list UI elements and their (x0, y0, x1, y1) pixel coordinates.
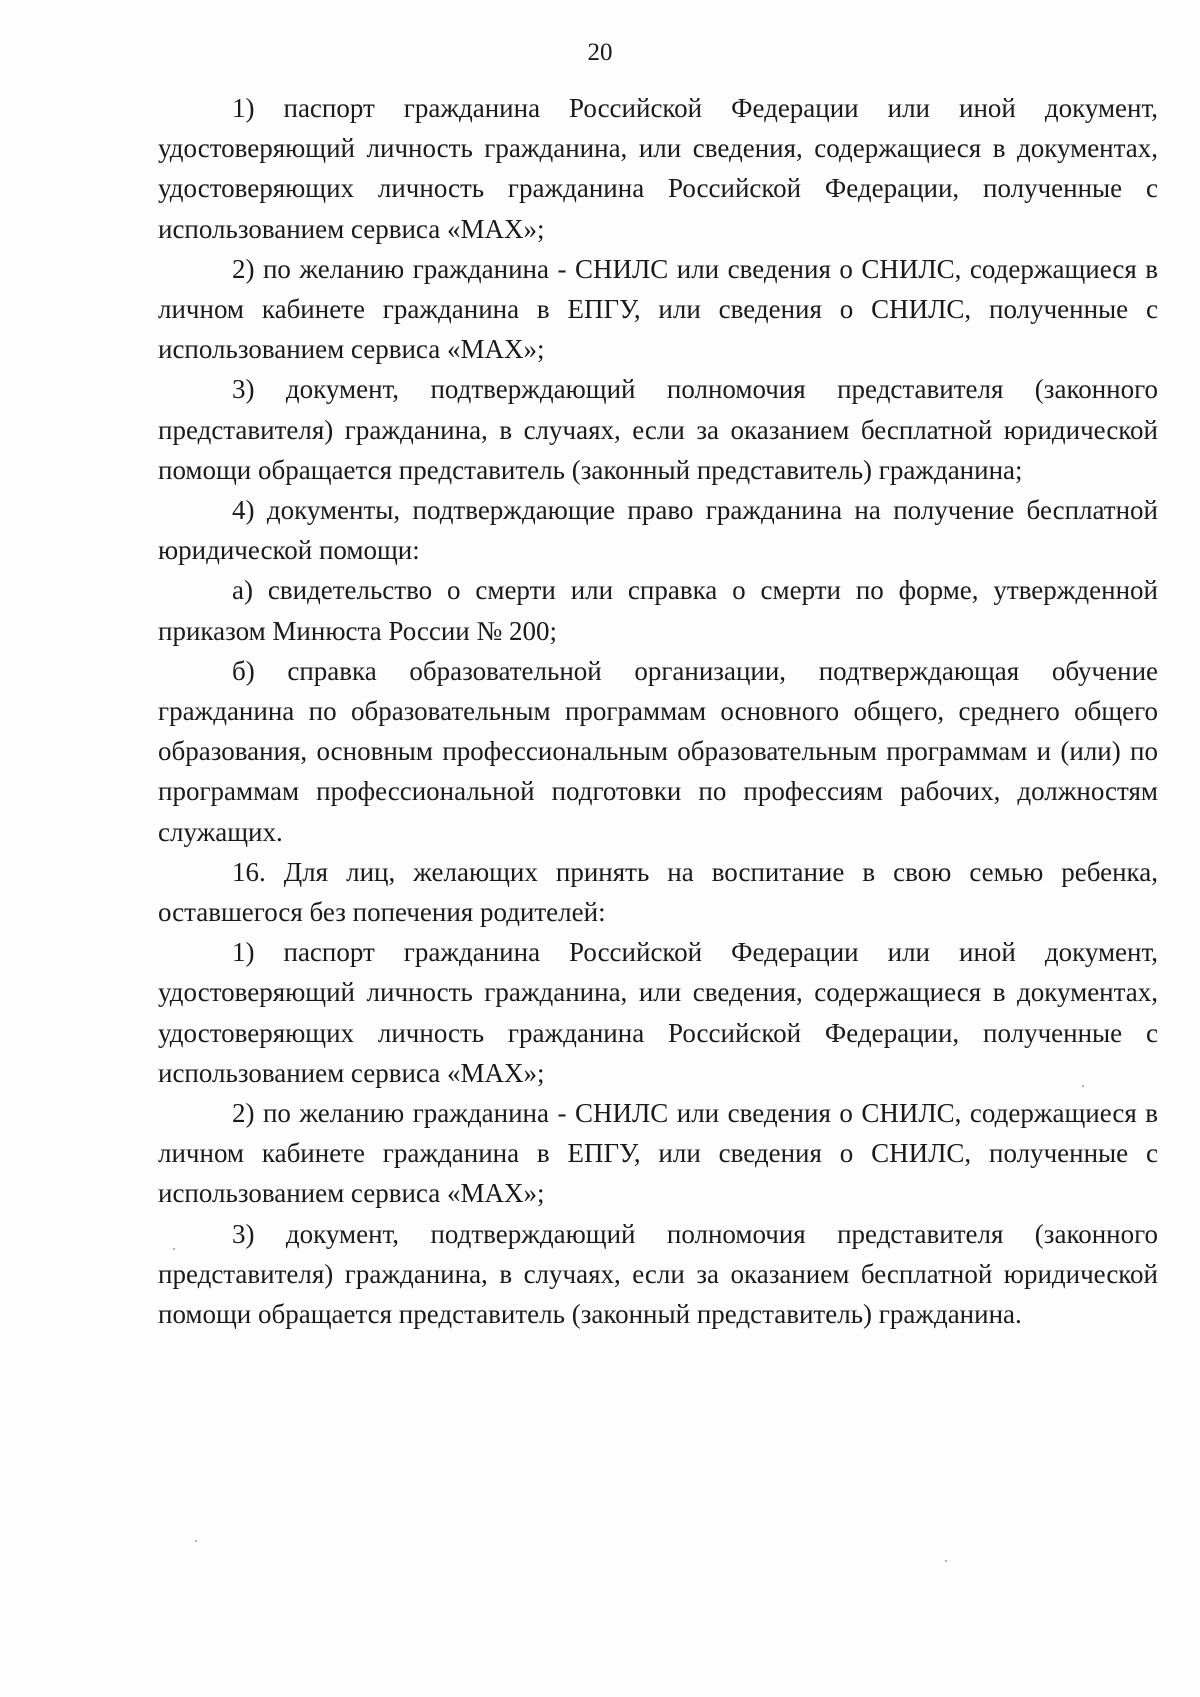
paragraph-education-certificate: б) справка образовательной организации, подтверждающая обучение гражданина по образовательным программам основного общего, среднего общего образования, основным профессиональным образовательным программам и (или) по программам профессиональной подготовки по профессиям рабочих, должностям служащих. (158, 655, 1158, 847)
paragraph-passport-16: 1) паспорт гражданина Российской Федерации или иной документ, удостоверяющий личность гражданина, или сведения, содержащиеся в документах, удостоверяющих личность гражданина Российской Федерации, полученные с использованием сервиса «МАХ»; (158, 937, 1158, 1088)
section-16-heading: 16. Для лиц, желающих принять на воспитание в свою семью ребенка, оставшегося без попечения родителей: (158, 856, 1158, 928)
paragraph-snils: 2) по желанию гражданина - СНИЛС или сведения о СНИЛС, содержащиеся в личном кабинете гражданина в ЕПГУ, или сведения о СНИЛС, полученные с использованием сервиса «МАХ»; (158, 253, 1158, 365)
document-body (158, 88, 1158, 1334)
page-number: 20 (587, 39, 613, 66)
scan-speck (945, 1560, 947, 1562)
paragraph-snils-16: 2) по желанию гражданина - СНИЛС или сведения о СНИЛС, содержащиеся в личном кабинете гражданина в ЕПГУ, или сведения о СНИЛС, полученные с использованием сервиса «МАХ»; (158, 1098, 1158, 1209)
paragraph-entitlement-documents: 4) документы, подтверждающие право гражданина на получение бесплатной юридической помощи: (158, 495, 1158, 566)
paragraph-representative: 3) документ, подтверждающий полномочия представителя (законного представителя) гражданина, в случаях, если за оказанием бесплатной юридической помощи обращается представитель (законный представитель) гражданина; (158, 374, 1158, 485)
paragraph-representative-16: 3) документ, подтверждающий полномочия представителя (законного представителя) гражданина, в случаях, если за оказанием бесплатной юридической помощи обращается представитель (законный представитель) гражданина. (158, 1218, 1158, 1330)
paragraph-death-certificate: а) свидетельство о смерти или справка о смерти по форме, утвержденной приказом Минюста России № 200; (158, 575, 1158, 646)
paragraph-passport: 1) паспорт гражданина Российской Федерации или иной документ, удостоверяющий личность гражданина, или сведения, содержащиеся в документах, удостоверяющих личность гражданина Российской Федерации, полученные с использованием сервиса «МАХ»; (158, 93, 1158, 244)
scan-speck (1082, 1085, 1084, 1087)
scan-speck (195, 1540, 197, 1542)
scan-speck (173, 1248, 175, 1250)
